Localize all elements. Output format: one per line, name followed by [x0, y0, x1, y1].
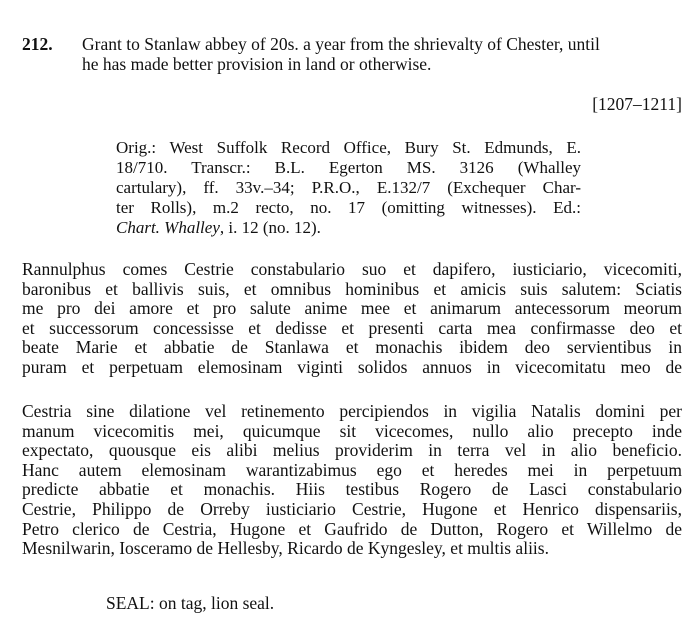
text-line: puram et perpetuam elemosinam viginti solidos annuos in vicecomitatu meo de: [22, 356, 682, 377]
charter-text-paragraph-1: [22, 260, 682, 378]
entry-number: 212.: [22, 34, 53, 54]
text-line: predicte abbatie et monachis. Hiis testibus Rogero de Lasci constabulario: [22, 479, 682, 500]
text-line: Petro clerico de Cestria, Hugone et Gaufrido de Dutton, Rogero et Willelmo de: [22, 518, 682, 539]
charter-text-paragraph-2: [22, 402, 682, 559]
source-line: [116, 218, 581, 238]
text-line: Mesnilwarin, Iosceramo de Hellesby, Ricardo de Kyngesley, et multis aliis.: [22, 538, 549, 559]
source-line: ter Rolls), m.2 recto, no. 17 (omitting witnesses). Ed.:: [116, 198, 581, 217]
text-line: manum vicecomitis mei, quicumque sit vicecomes, nullo alio precepto inde: [22, 420, 682, 441]
entry-title-text-1: Grant to Stanlaw abbey of 20s. a year from the shrievalty of Chester, until: [82, 34, 600, 54]
text-line: Rannulphus comes Cestrie constabulario suo et dapifero, iusticiario, vicecomiti,: [22, 259, 682, 279]
text-line: beate Marie et abbatie de Stanlawa et monachis ibidem deo servientibus in: [22, 337, 682, 358]
text-line: et successorum concessisse et dedisse et presenti carta mea confirmasse deo et: [22, 317, 682, 338]
text-line: Cestrie, Philippo de Orreby iusticiario Cestrie, Hugone et Henrico dispensariis,: [22, 498, 682, 519]
source-line: 18/710. Transcr.: B.L. Egerton MS. 3126 (Whalley: [116, 158, 581, 177]
source-line: cartulary), ff. 33v.–34; P.R.O., E.132/7 (Exchequer Char-: [116, 178, 581, 197]
text-line: me pro dei amore et pro salute anime mee et animarum antecessorum meorum: [22, 298, 682, 319]
seal-note: SEAL: on tag, lion seal.: [106, 593, 275, 613]
text-line: Cestria sine dilatione vel retinemento percipiendos in vigilia Natalis domini per: [22, 401, 682, 421]
text-line: Hanc autem elemosinam warantizabimus ego et heredes mei in perpetuum: [22, 459, 682, 480]
source-notes: [116, 138, 581, 238]
edition-title: Chart. Whalley: [116, 218, 220, 237]
entry-date: [1207–1211]: [592, 94, 682, 114]
text-line: expectato, quousque eis alibi melius providerim in terra vel in alio beneficio.: [22, 440, 682, 461]
entry-title-line-2: he has made better provision in land or otherwise.: [82, 54, 432, 74]
entry-heading: [22, 34, 682, 74]
entry-title-line-1: [22, 34, 682, 54]
edition-reference: , i. 12 (no. 12).: [219, 218, 321, 237]
text-line: baronibus et ballivis suis, et omnibus hominibus et amicis suis salutem: Sciatis: [22, 278, 682, 299]
source-line: Orig.: West Suffolk Record Office, Bury St. Edmunds, E.: [116, 138, 581, 157]
